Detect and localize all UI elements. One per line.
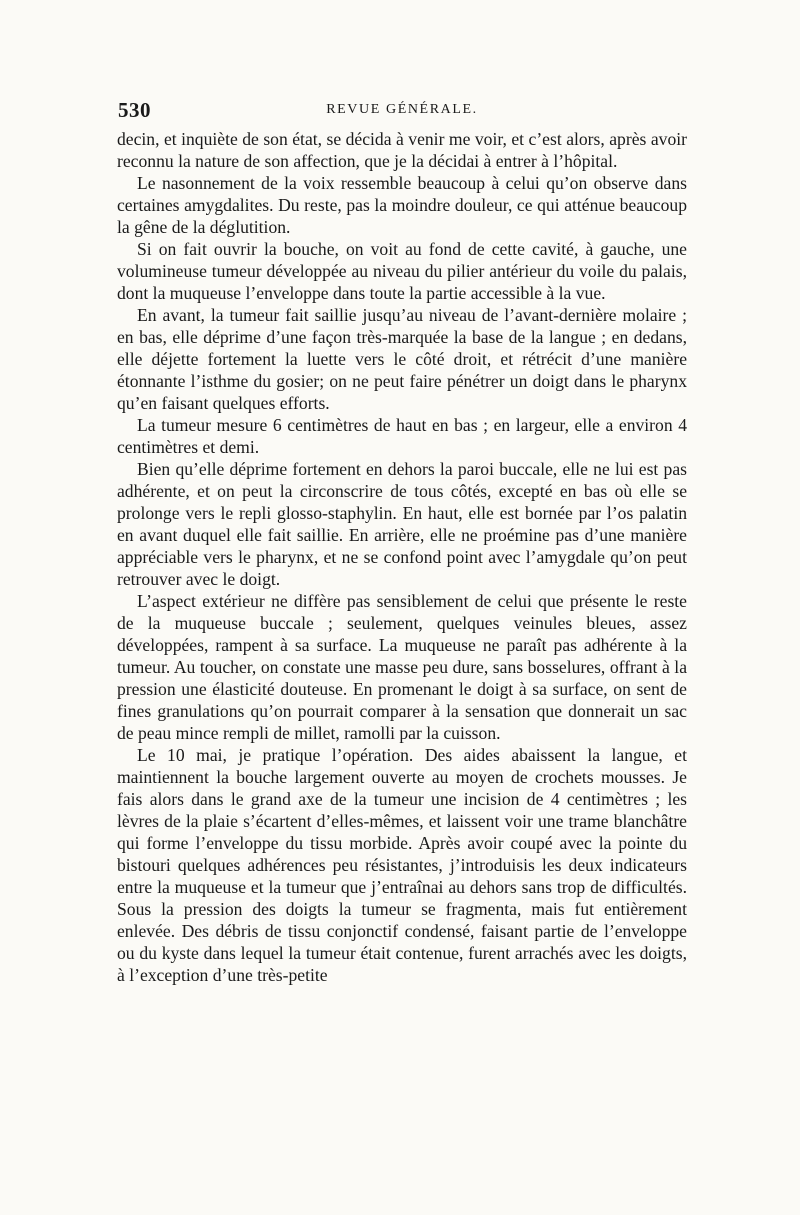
page-header (118, 98, 686, 126)
paragraph: En avant, la tumeur fait saillie jusqu’au niveau de l’avant-dernière molaire ; en bas, elle déprime d’une façon très-marquée la base de la langue ; en dedans, elle déjette fortement la luette vers le côté droit, et rétrécit d’une manière étonnante l’isthme du gosier; on ne peut faire pénétrer un doigt dans le pharynx qu’en faisant quelques efforts. (117, 305, 687, 413)
paragraph: Si on fait ouvrir la bouche, on voit au fond de cette cavité, à gauche, une volumineuse tumeur développée au niveau du pilier antérieur du voile du palais, dont la muqueuse l’enveloppe dans toute la partie accessible à la vue. (117, 239, 687, 303)
running-title: REVUE GÉNÉRALE. (326, 102, 478, 117)
paragraph: L’aspect extérieur ne diffère pas sensiblement de celui que présente le reste de la muqueuse buccale ; seulement, quelques veinules bleues, assez développées, rampent à sa surface. La muqueuse ne paraît pas adhérente à la tumeur. Au toucher, on constate une masse peu dure, sans bosselures, offrant à la pression une élasticité douteuse. En promenant le doigt à sa surface, on sent de fines granulations qu’on pourrait comparer à la sensation que donnerait un sac de peau mince rempli de millet, ramolli par la cuisson. (117, 591, 687, 743)
paragraph: Bien qu’elle déprime fortement en dehors la paroi buccale, elle ne lui est pas adhérente, et on peut la circonscrire de tous côtés, excepté en bas où elle se prolonge vers le repli glosso-staphylin. En haut, elle est bornée par l’os palatin en avant duquel elle fait saillie. En arrière, elle ne proémine pas d’une manière appréciable vers le pharynx, et ne se confond point avec l’amygdale qu’on peut retrouver avec le doigt. (117, 459, 687, 589)
page-number: 530 (118, 98, 151, 122)
paragraph: La tumeur mesure 6 centimètres de haut en bas ; en largeur, elle a environ 4 centimètres et demi. (117, 415, 687, 457)
body-text (117, 128, 687, 986)
paragraph: Le nasonnement de la voix ressemble beaucoup à celui qu’on observe dans certaines amygdalites. Du reste, pas la moindre douleur, ce qui atténue beaucoup la gêne de la déglutition. (117, 173, 687, 237)
paragraph: decin, et inquiète de son état, se décida à venir me voir, et c’est alors, après avoir reconnu la nature de son affection, que je la décidai à entrer à l’hôpital. (117, 129, 687, 171)
paragraph: Le 10 mai, je pratique l’opération. Des aides abaissent la langue, et maintiennent la bouche largement ouverte au moyen de crochets mousses. Je fais alors dans le grand axe de la tumeur une incision de 4 centimètres ; les lèvres de la plaie s’écartent d’elles-mêmes, et laissent voir une trame blanchâtre qui forme l’enveloppe du tissu morbide. Après avoir coupé avec la pointe du bistouri quelques adhérences peu résistantes, j’introduisis les deux indicateurs entre la muqueuse et la tumeur que j’entraînai au dehors sans trop de difficultés. Sous la pression des doigts la tumeur se fragmenta, mais fut entièrement enlevée. Des débris de tissu conjonctif condensé, faisant partie de l’enveloppe ou du kyste dans lequel la tumeur était contenue, furent arrachés avec les doigts, à l’exception d’une très-petite (117, 745, 687, 985)
